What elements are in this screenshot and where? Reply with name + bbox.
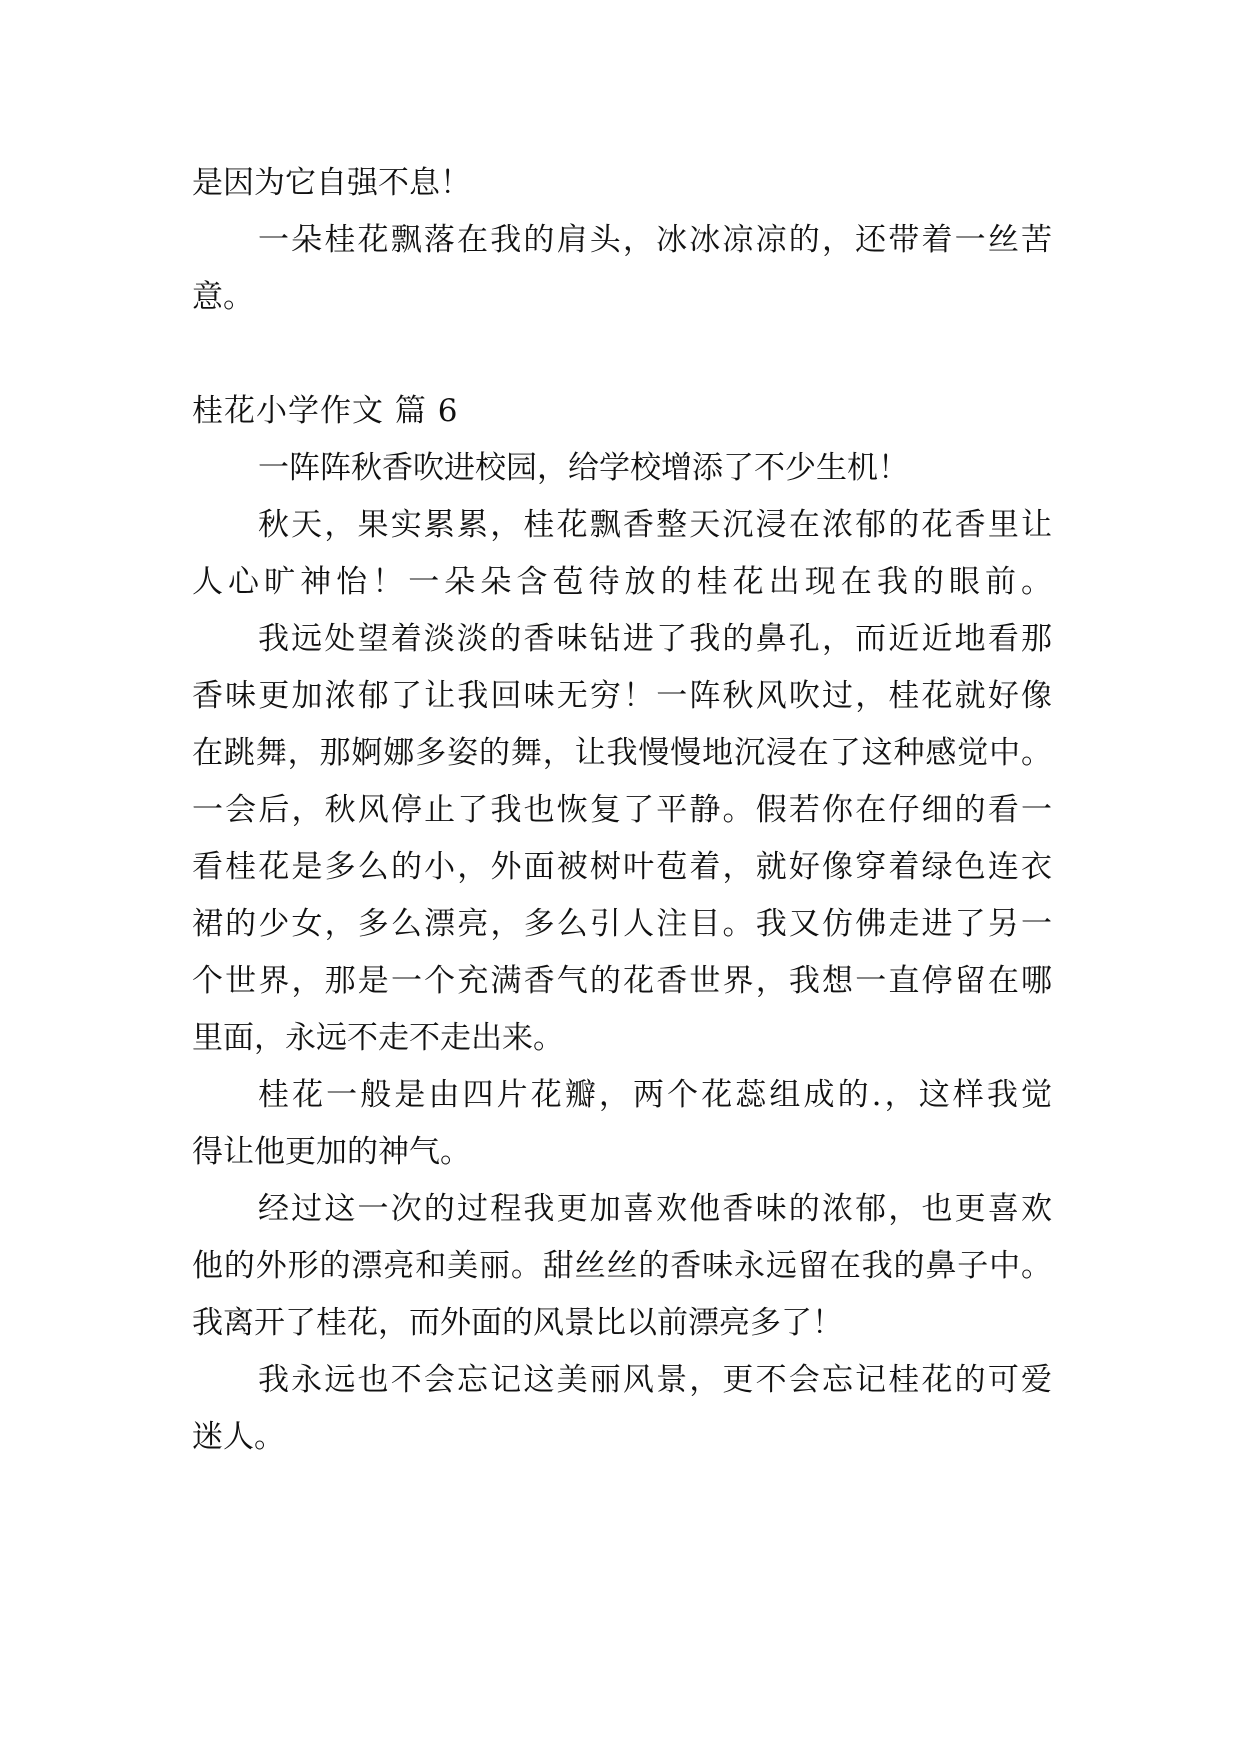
text-line: 裙的少女，多么漂亮，多么引人注目。我又仿佛走进了另一 [192,906,1052,942]
text-line: 一会后，秋风停止了我也恢复了平静。假若你在仔细的看一 [192,792,1052,828]
text-line: 看桂花是多么的小，外面被树叶苞着，就好像穿着绿色连衣 [192,849,1052,885]
text-line: 在跳舞，那婀娜多姿的舞，让我慢慢地沉浸在了这种感觉中。 [192,735,1052,771]
paragraph-first-line: 一阵阵秋香吹进校园，给学校增添了不少生机！ [258,450,909,486]
text-line: 迷人。 [192,1419,285,1455]
text-line: 香味更加浓郁了让我回味无穷！一阵秋风吹过，桂花就好像 [192,678,1052,714]
paragraph-first-line: 秋天，果实累累，桂花飘香整天沉浸在浓郁的花香里让 [258,507,1052,543]
section-heading: 桂花小学作文 篇 6 [192,393,459,429]
paragraph-first-line: 桂花一般是由四片花瓣，两个花蕊组成的.，这样我觉 [258,1077,1052,1113]
text-line: 得让他更加的神气。 [192,1134,471,1170]
text-line: 人心旷神怡！一朵朵含苞待放的桂花出现在我的眼前。 [192,564,1052,600]
text-line: 里面，永远不走不走出来。 [192,1020,564,1056]
paragraph-first-line: 一朵桂花飘落在我的肩头，冰冰凉凉的，还带着一丝苦 [258,222,1052,258]
paragraph-first-line: 我永远也不会忘记这美丽风景，更不会忘记桂花的可爱 [258,1362,1052,1398]
paragraph-first-line: 经过这一次的过程我更加喜欢他香味的浓郁，也更喜欢 [258,1191,1052,1227]
text-line: 是因为它自强不息！ [192,165,471,201]
text-line: 个世界，那是一个充满香气的花香世界，我想一直停留在哪 [192,963,1052,999]
text-line: 我离开了桂花，而外面的风景比以前漂亮多了！ [192,1305,843,1341]
text-line: 他的外形的漂亮和美丽。甜丝丝的香味永远留在我的鼻子中。 [192,1248,1052,1284]
text-line: 意。 [192,279,254,315]
paragraph-first-line: 我远处望着淡淡的香味钻进了我的鼻孔，而近近地看那 [258,621,1052,657]
